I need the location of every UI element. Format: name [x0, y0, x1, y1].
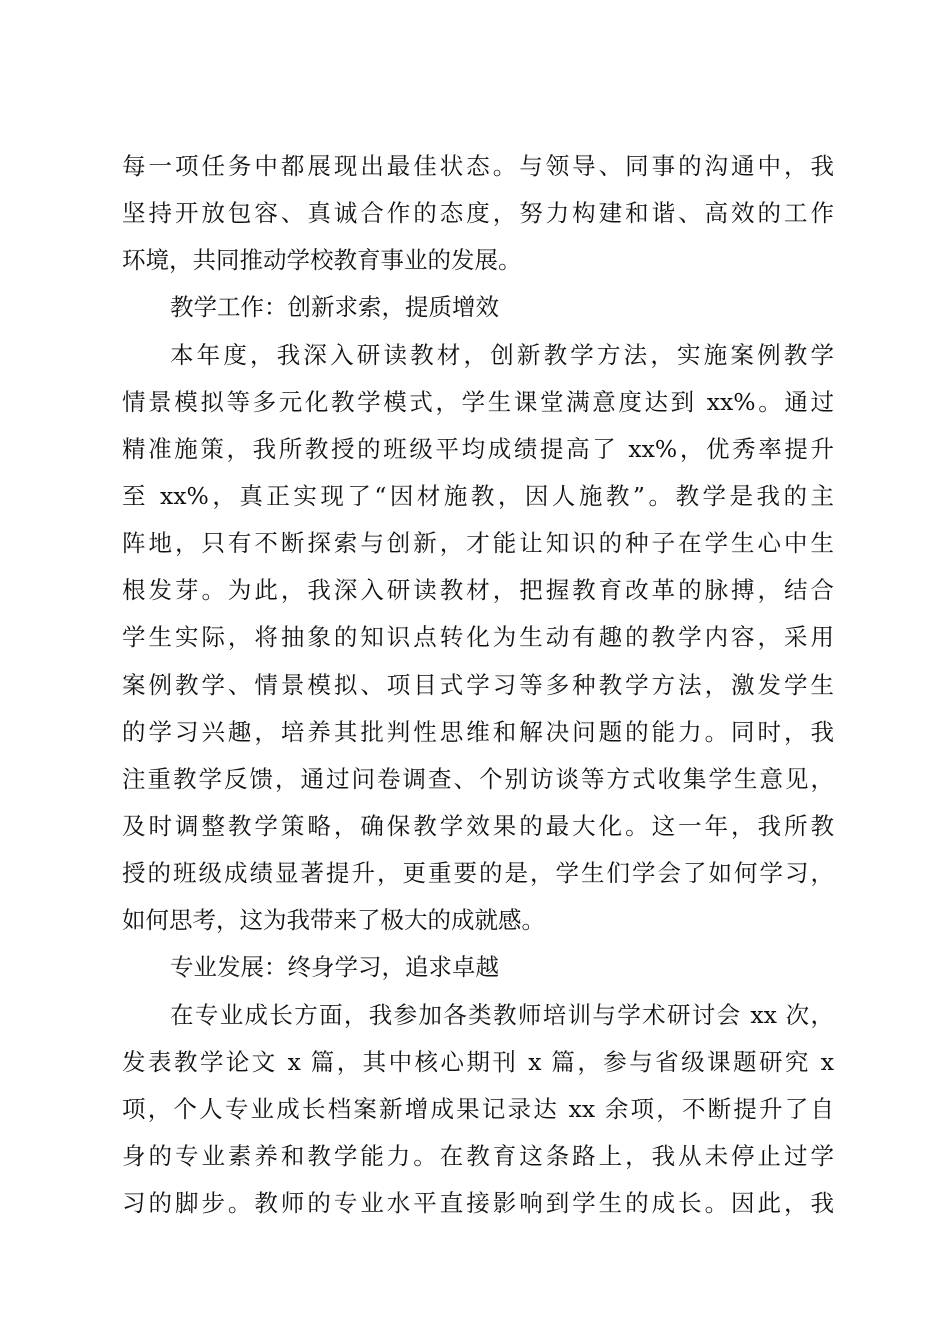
text-line: 本年度，我深入研读教材，创新教学方法，实施案例教学	[170, 340, 834, 369]
text-line: 及时调整教学策略，确保教学效果的最大化。这一年，我所教	[122, 811, 834, 840]
text-line: 每一项任务中都展现出最佳状态。与领导、同事的沟通中，我	[122, 152, 834, 180]
text-line: 至 xx%，真正实现了“因材施教，因人施教”。教学是我的主	[122, 481, 834, 510]
text-line: 学生实际，将抽象的知识点转化为生动有趣的教学内容，采用	[122, 623, 834, 652]
section-heading-professional: 专业发展：终身学习，追求卓越	[170, 953, 499, 982]
text-line: 精准施策，我所教授的班级平均成绩提高了 xx%，优秀率提升	[122, 434, 834, 463]
text-line: 习的脚步。教师的专业水平直接影响到学生的成长。因此，我	[122, 1189, 834, 1218]
text-line: 在专业成长方面，我参加各类教师培训与学术研讨会 xx 次，	[170, 1000, 834, 1029]
text-line: 环境，共同推动学校教育事业的发展。	[122, 246, 522, 275]
text-line: 案例教学、情景模拟、项目式学习等多种教学方法，激发学生	[122, 670, 834, 699]
section-heading-teaching: 教学工作：创新求索，提质增效	[170, 293, 499, 322]
text-line: 注重教学反馈，通过问卷调查、个别访谈等方式收集学生意见，	[122, 764, 834, 793]
text-line: 授的班级成绩显著提升，更重要的是，学生们学会了如何学习，	[122, 859, 834, 888]
text-line: 如何思考，这为我带来了极大的成就感。	[122, 906, 545, 935]
text-line: 坚持开放包容、真诚合作的态度，努力构建和谐、高效的工作	[122, 199, 834, 228]
text-line: 阵地，只有不断探索与创新，才能让知识的种子在学生心中生	[122, 529, 834, 558]
text-line: 的学习兴趣，培养其批判性思维和解决问题的能力。同时，我	[122, 717, 834, 746]
text-line: 发表教学论文 x 篇，其中核心期刊 x 篇，参与省级课题研究 x	[122, 1047, 834, 1076]
text-line: 身的专业素养和教学能力。在教育这条路上，我从未停止过学	[122, 1141, 834, 1170]
document-body	[122, 143, 834, 1227]
text-line: 项，个人专业成长档案新增成果记录达 xx 余项，不断提升了自	[122, 1094, 834, 1123]
text-line: 根发芽。为此，我深入研读教材，把握教育改革的脉搏，结合	[122, 576, 834, 605]
text-line: 情景模拟等多元化教学模式，学生课堂满意度达到 xx%。通过	[122, 387, 834, 416]
